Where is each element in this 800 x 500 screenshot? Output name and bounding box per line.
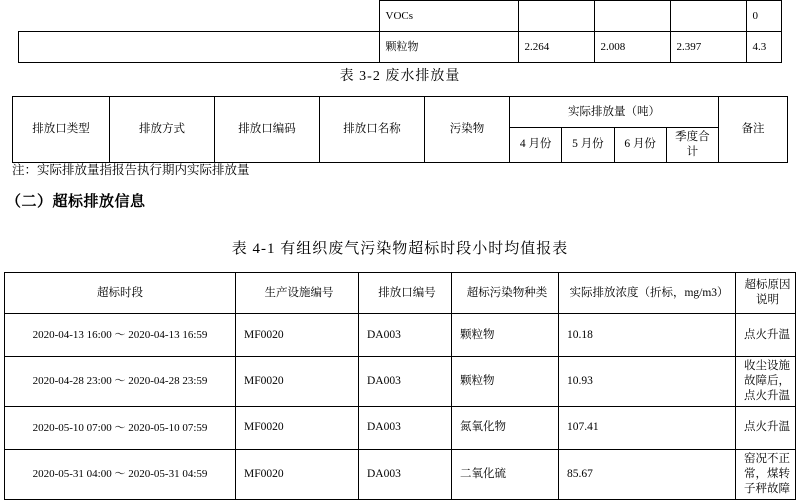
header-outlet-name: 排放口名称 xyxy=(320,97,425,163)
header-pollutant-type: 超标污染物种类 xyxy=(452,273,559,314)
header-actual-discharge-group: 实际排放量（吨） xyxy=(510,97,719,128)
table-3-2-note: 注：实际排放量指报告执行期内实际排放量 xyxy=(12,163,250,177)
table-header-row xyxy=(13,97,788,128)
cell-reason: 收尘设施故障后，点火升温 xyxy=(736,357,796,407)
table-row xyxy=(5,314,796,357)
header-discharge-mode: 排放方式 xyxy=(110,97,215,163)
cell-outlet-code: DA003 xyxy=(359,406,452,449)
cell-time-range: 2020-04-28 23:00 ～ 2020-04-28 23:59 xyxy=(5,357,236,407)
cell-reason: 窑况不正常，煤转子秤故障 xyxy=(736,449,796,499)
value-month-2-cell: 2.008 xyxy=(594,32,670,63)
cell-pollutant-type: 氮氧化物 xyxy=(452,406,559,449)
cell-time-range: 2020-05-31 04:00 ～ 2020-05-31 04:59 xyxy=(5,449,236,499)
cell-time-range: 2020-05-10 07:00 ～ 2020-05-10 07:59 xyxy=(5,406,236,449)
table-row xyxy=(19,32,782,63)
section-heading: （二）超标排放信息 xyxy=(6,194,146,210)
table-row xyxy=(19,1,782,32)
table-4-1 xyxy=(4,272,796,500)
cell-reason: 点火升温 xyxy=(736,406,796,449)
cell-facility-code: MF0020 xyxy=(236,314,359,357)
header-concentration: 实际排放浓度（折标，mg/m3） xyxy=(559,273,736,314)
blank-cell xyxy=(19,1,380,32)
pollutant-name-cell: 颗粒物 xyxy=(379,32,518,63)
table-4-1-caption: 表 4-1 有组织废气污染物超标时段小时均值报表 xyxy=(231,241,569,257)
value-month-1-cell: 2.264 xyxy=(518,32,594,63)
cell-concentration: 107.41 xyxy=(559,406,736,449)
cell-time-range: 2020-04-13 16:00 ～ 2020-04-13 16:59 xyxy=(5,314,236,357)
header-time-range: 超标时段 xyxy=(5,273,236,314)
cell-facility-code: MF0020 xyxy=(236,449,359,499)
header-facility-code: 生产设施编号 xyxy=(236,273,359,314)
cell-concentration: 10.18 xyxy=(559,314,736,357)
header-outlet-type: 排放口类型 xyxy=(13,97,110,163)
blank-cell xyxy=(19,32,380,63)
cell-concentration: 10.93 xyxy=(559,357,736,407)
cell-facility-code: MF0020 xyxy=(236,406,359,449)
header-month-5: 5 月份 xyxy=(562,128,614,163)
table-row xyxy=(5,357,796,407)
pollutant-name-cell: VOCs xyxy=(379,1,518,32)
value-month-2-cell xyxy=(594,1,670,32)
value-month-1-cell xyxy=(518,1,594,32)
table-row xyxy=(5,406,796,449)
cell-outlet-code: DA003 xyxy=(359,357,452,407)
value-month-3-cell xyxy=(670,1,746,32)
cell-reason: 点火升温 xyxy=(736,314,796,357)
value-month-3-cell: 2.397 xyxy=(670,32,746,63)
cell-pollutant-type: 颗粒物 xyxy=(452,357,559,407)
value-total-cell: 4.3 xyxy=(746,32,782,63)
header-reason: 超标原因说明 xyxy=(736,273,796,314)
header-pollutant: 污染物 xyxy=(425,97,510,163)
table-header-row xyxy=(5,273,796,314)
table-3-2 xyxy=(12,96,788,163)
header-outlet-code: 排放口编码 xyxy=(215,97,320,163)
value-total-cell: 0 xyxy=(746,1,782,32)
cell-concentration: 85.67 xyxy=(559,449,736,499)
header-quarter-total: 季度合计 xyxy=(666,128,718,163)
cell-pollutant-type: 颗粒物 xyxy=(452,314,559,357)
header-month-6: 6 月份 xyxy=(614,128,666,163)
top-continuation-table xyxy=(18,0,782,63)
cell-outlet-code: DA003 xyxy=(359,449,452,499)
cell-facility-code: MF0020 xyxy=(236,357,359,407)
cell-pollutant-type: 二氧化硫 xyxy=(452,449,559,499)
table-3-2-caption: 表 3-2 废水排放量 xyxy=(339,69,461,84)
header-remark: 备注 xyxy=(719,97,788,163)
header-month-4: 4 月份 xyxy=(510,128,562,163)
cell-outlet-code: DA003 xyxy=(359,314,452,357)
header-outlet-code: 排放口编号 xyxy=(359,273,452,314)
table-row xyxy=(5,449,796,499)
